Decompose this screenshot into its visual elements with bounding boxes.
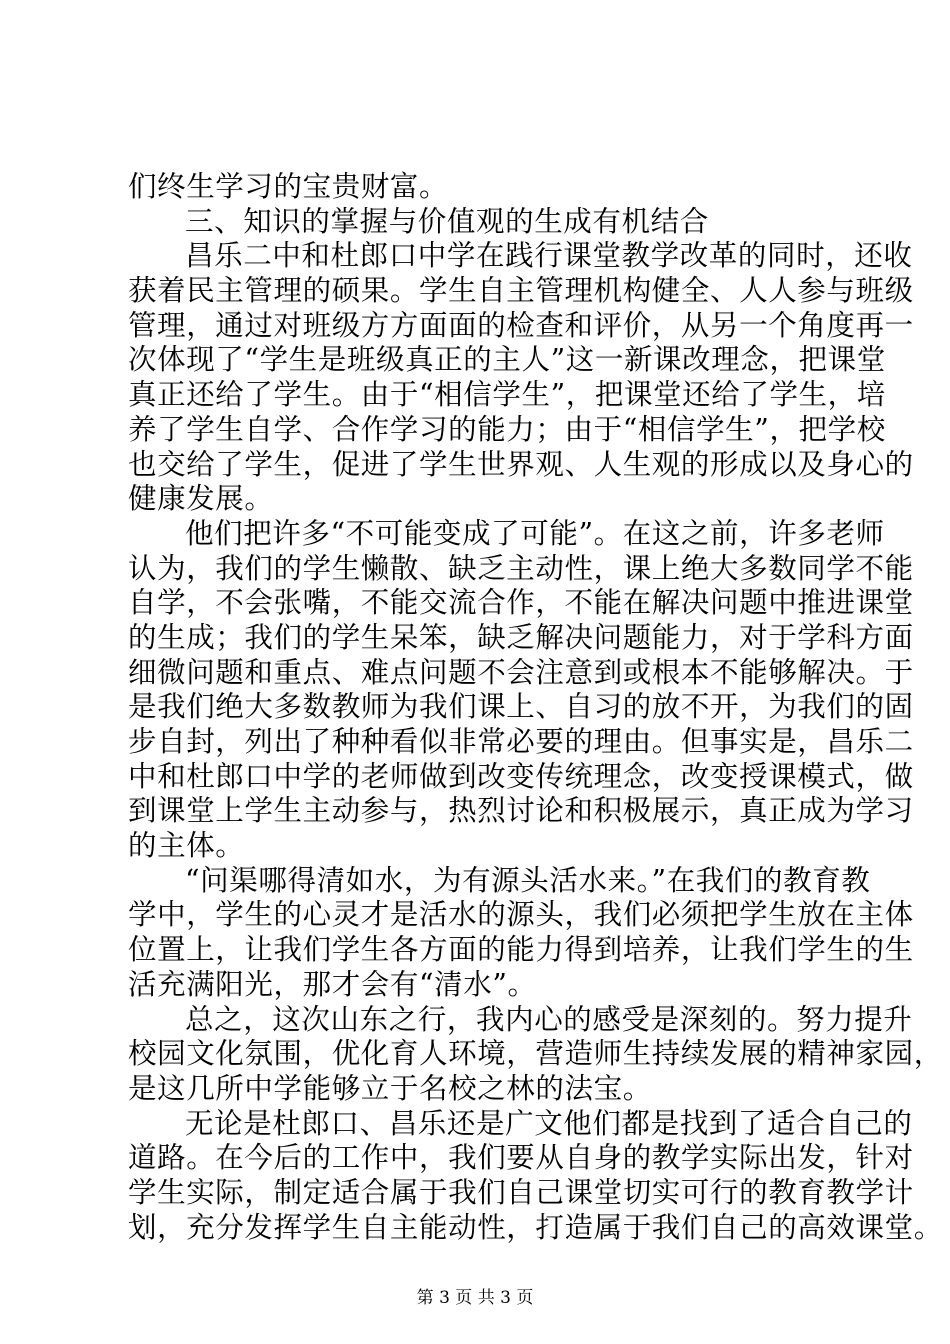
text-line: 健康发展。 (128, 482, 274, 516)
text-line: 无论是杜郎口、昌乐还是广文他们都是找到了适合自己的 (185, 1106, 913, 1140)
text-line: 自学，不会张嘴，不能交流合作，不能在解决问题中推进课堂 (128, 586, 914, 620)
text-line: 养了学生自学、合作学习的能力；由于“相信学生”，把学校 (128, 412, 886, 446)
paragraph (128, 516, 914, 864)
text-line: 中和杜郎口中学的老师做到改变传统理念，改变授课模式，做 (128, 759, 914, 793)
text-line: 学中，学生的心灵才是活水的源头，我们必须把学生放在主体 (128, 898, 914, 932)
document-body (128, 170, 943, 1245)
text-line: 的主体。 (128, 829, 245, 863)
text-line: 也交给了学生，促进了学生世界观、人生观的形成以及身心的 (128, 447, 914, 481)
text-line: 总之，这次山东之行，我内心的感受是深刻的。努力提升 (185, 1002, 913, 1036)
text-line: 他们把许多“不可能变成了可能”。在这之前，许多老师 (185, 516, 885, 550)
text-line: 管理，通过对班级方方面面的检查和评价，从另一个角度再一 (128, 308, 914, 342)
paragraph (128, 1002, 943, 1107)
paragraph (128, 1106, 943, 1246)
text-line: 昌乐二中和杜郎口中学在践行课堂教学改革的同时，还收 (185, 239, 913, 273)
text-line: 道路。在今后的工作中，我们要从自身的教学实际出发，针对 (128, 1141, 914, 1175)
text-line: 次体现了“学生是班级真正的主人”这一新课改理念，把课堂 (128, 343, 886, 377)
text-line: 的生成；我们的学生呆笨，缺乏解决问题能力，对于学科方面 (128, 620, 914, 654)
text-line: 三、知识的掌握与价值观的生成有机结合 (185, 204, 709, 238)
text-line: 步自封，列出了种种看似非常必要的理由。但事实是，昌乐二 (128, 725, 914, 758)
text-line: 认为，我们的学生懒散、缺乏主动性，课上绝大多数同学不能 (128, 551, 914, 585)
text-line: 位置上，让我们学生各方面的能力得到培养，让我们学生的生 (128, 933, 914, 967)
paragraph (128, 239, 914, 517)
text-line: 是这几所中学能够立于名校之林的法宝。 (128, 1071, 652, 1105)
text-line: 们终生学习的宝贵财富。 (128, 170, 449, 203)
text-line: 真正还给了学生。由于“相信学生”，把课堂还给了学生，培 (128, 378, 886, 412)
text-line: 划，充分发挥学生自主能动性，打造属于我们自己的高效课堂。 (128, 1210, 943, 1244)
text-line: 细微问题和重点、难点问题不会注意到或根本不能够解决。于 (128, 655, 914, 689)
text-line: 校园文化氛围，优化育人环境，营造师生持续发展的精神家园， (128, 1037, 943, 1071)
page-number-footer: 第 3 页 共 3 页 (416, 1288, 534, 1308)
text-line: 活充满阳光，那才会有“清水”。 (128, 967, 537, 1001)
paragraph (128, 205, 848, 240)
text-line: “问渠哪得清如水，为有源头活水来。”在我们的教育教 (185, 863, 871, 897)
paragraph (128, 170, 848, 205)
text-line: 学生实际，制定适合属于我们自己课堂切实可行的教育教学计 (128, 1175, 914, 1209)
paragraph (128, 863, 914, 1003)
text-line: 获着民主管理的硕果。学生自主管理机构健全、人人参与班级 (128, 274, 914, 308)
text-line: 到课堂上学生主动参与，热烈讨论和积极展示，真正成为学习 (128, 794, 914, 828)
text-line: 是我们绝大多数教师为我们课上、自习的放不开，为我们的固 (128, 690, 914, 724)
